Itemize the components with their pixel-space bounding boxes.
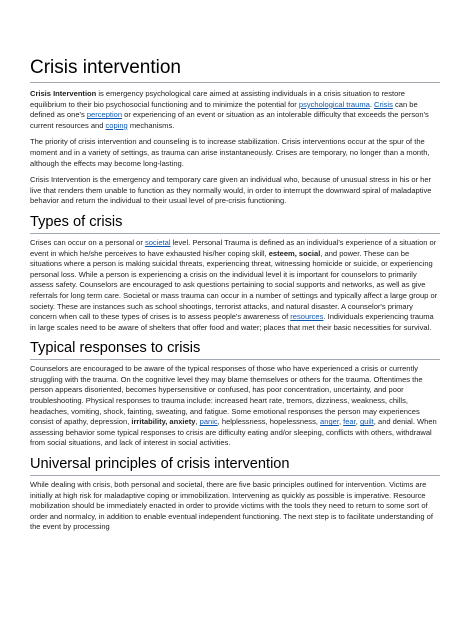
text-run: Crises can occur on a personal or [30,237,145,247]
intro-paragraph-1 [30,89,440,131]
text-run: , [338,417,344,427]
text-run: , [195,417,200,427]
inline-link[interactable]: perception [86,110,123,120]
inline-link[interactable]: fear [343,417,356,427]
types-paragraph [30,238,440,333]
inline-link[interactable]: Crisis [374,99,393,109]
inline-link[interactable]: anger [320,417,339,427]
text-run: . Individuals experiencing trauma in large scales need to be aware of shelters that offer food and water; places that met their basic necessities for survival. [30,312,434,332]
section-heading-principles: Universal principles of crisis intervention [30,456,440,476]
inline-link[interactable]: psychological trauma [298,99,370,109]
text-run: or experiencing of an event or situation as an intolerable difficulty that exceeds the person's current resources and [30,110,429,130]
text-run: mechanisms. [127,120,175,130]
section-heading-types: Types of crisis [30,214,440,234]
bold-text: Crisis Intervention [30,89,97,98]
inline-link[interactable]: panic [199,417,218,427]
text-run: , [355,417,360,427]
responses-paragraph [30,364,440,449]
text-run: , and power. These can be situations where a person is making suicidal threats, experiencing threat, witnessing homicide or suicide, or experiencing personal loss. While a person is experiencing a crisis on the individual level it is important for counselors to primarily assess safety. Counselors are encouraged to ask questions pertaining to social supports and networks, as well as give referrals for long term care. Societal or mass trauma can occur in a number of settings and typically affect a large group or society. These are instances such as school shootings, terrorist attacks, and natural disaster. A counselor's primary concern when call to these types of crises is to assess people's awareness of [30,248,438,322]
inline-link[interactable]: guilt [359,417,374,427]
inline-link[interactable]: coping [105,120,128,130]
principles-paragraph: While dealing with crisis, both personal and societal, there are five basic principles outlined for intervention. Victims are initially at high risk for maladaptive coping or immobilization. Intervening as quickly as possible is imperative. Resource mobilization should be immediately enacted in order to provide victims with the tools they need to return to some sort of order and normalcy, in addition to enable eventual independent functioning. The next step is to facilitate understanding of the event by processing [30,480,433,532]
bold-text: irritability, anxiety [131,417,196,427]
text-run: level. Personal Trauma is defined as an individual's experience of a situation or event in which he/she perceives to have exhausted his/her coping skill, [30,237,437,258]
section-heading-responses: Typical responses to crisis [30,340,440,360]
text-run: Counselors are encouraged to be aware of the typical responses of those who have experienced a crisis or currently struggling with the trauma. On the cognitive level they may blame themselves or others for the trauma. Oftentimes the person appears disoriented, becomes hypersensitive or confused, has poor concentration, uncertainty, and poor troubleshooting. Physical responses to trauma include: increased heart rate, tremors, dizziness, weakness, chills, headaches, vomiting, shock, fainting, sweating, and fatigue. Some emotional responses the person may experiences consist of apathy, depression, [30,364,423,427]
bold-text: esteem, social [268,248,321,258]
text-run: is emergency psychological care aimed at assisting individuals in a crisis situation to restore equilibrium to their bio psychosocial functioning and to minimize the potential for [30,89,405,109]
inline-link[interactable]: resources [290,312,324,322]
intro-paragraph-2: The priority of crisis intervention and counseling is to increase stabilization. Crisis interventions occur at the spur of the moment and in a variety of settings, as trauma can arise instantaneously. Crises are temporary, no longer than a month, although the effects may become long-lasting. [30,137,430,168]
inline-link[interactable]: societal [144,237,171,247]
intro-paragraph-3: Crisis Intervention is the emergency and temporary care given an individual who, because of unusual stress in his or her live that renders them unable to function as they normally would, in order to interrupt the downward spiral of maladaptive behavior and return the individual to their usual level of pre-crisis functioning. [30,175,432,206]
text-run: . [369,99,375,109]
text-run: , helplessness, hopelessness, [217,417,321,427]
text-run: , and denial. When assessing behavior some typical responses to crisis are difficulty eating and/or sleeping, conflicts with others, withdrawal from social situations, and lack of interest in social activities. [30,417,437,448]
text-run: can be defined as one's [30,99,418,120]
page-title: Crisis intervention [30,57,440,83]
